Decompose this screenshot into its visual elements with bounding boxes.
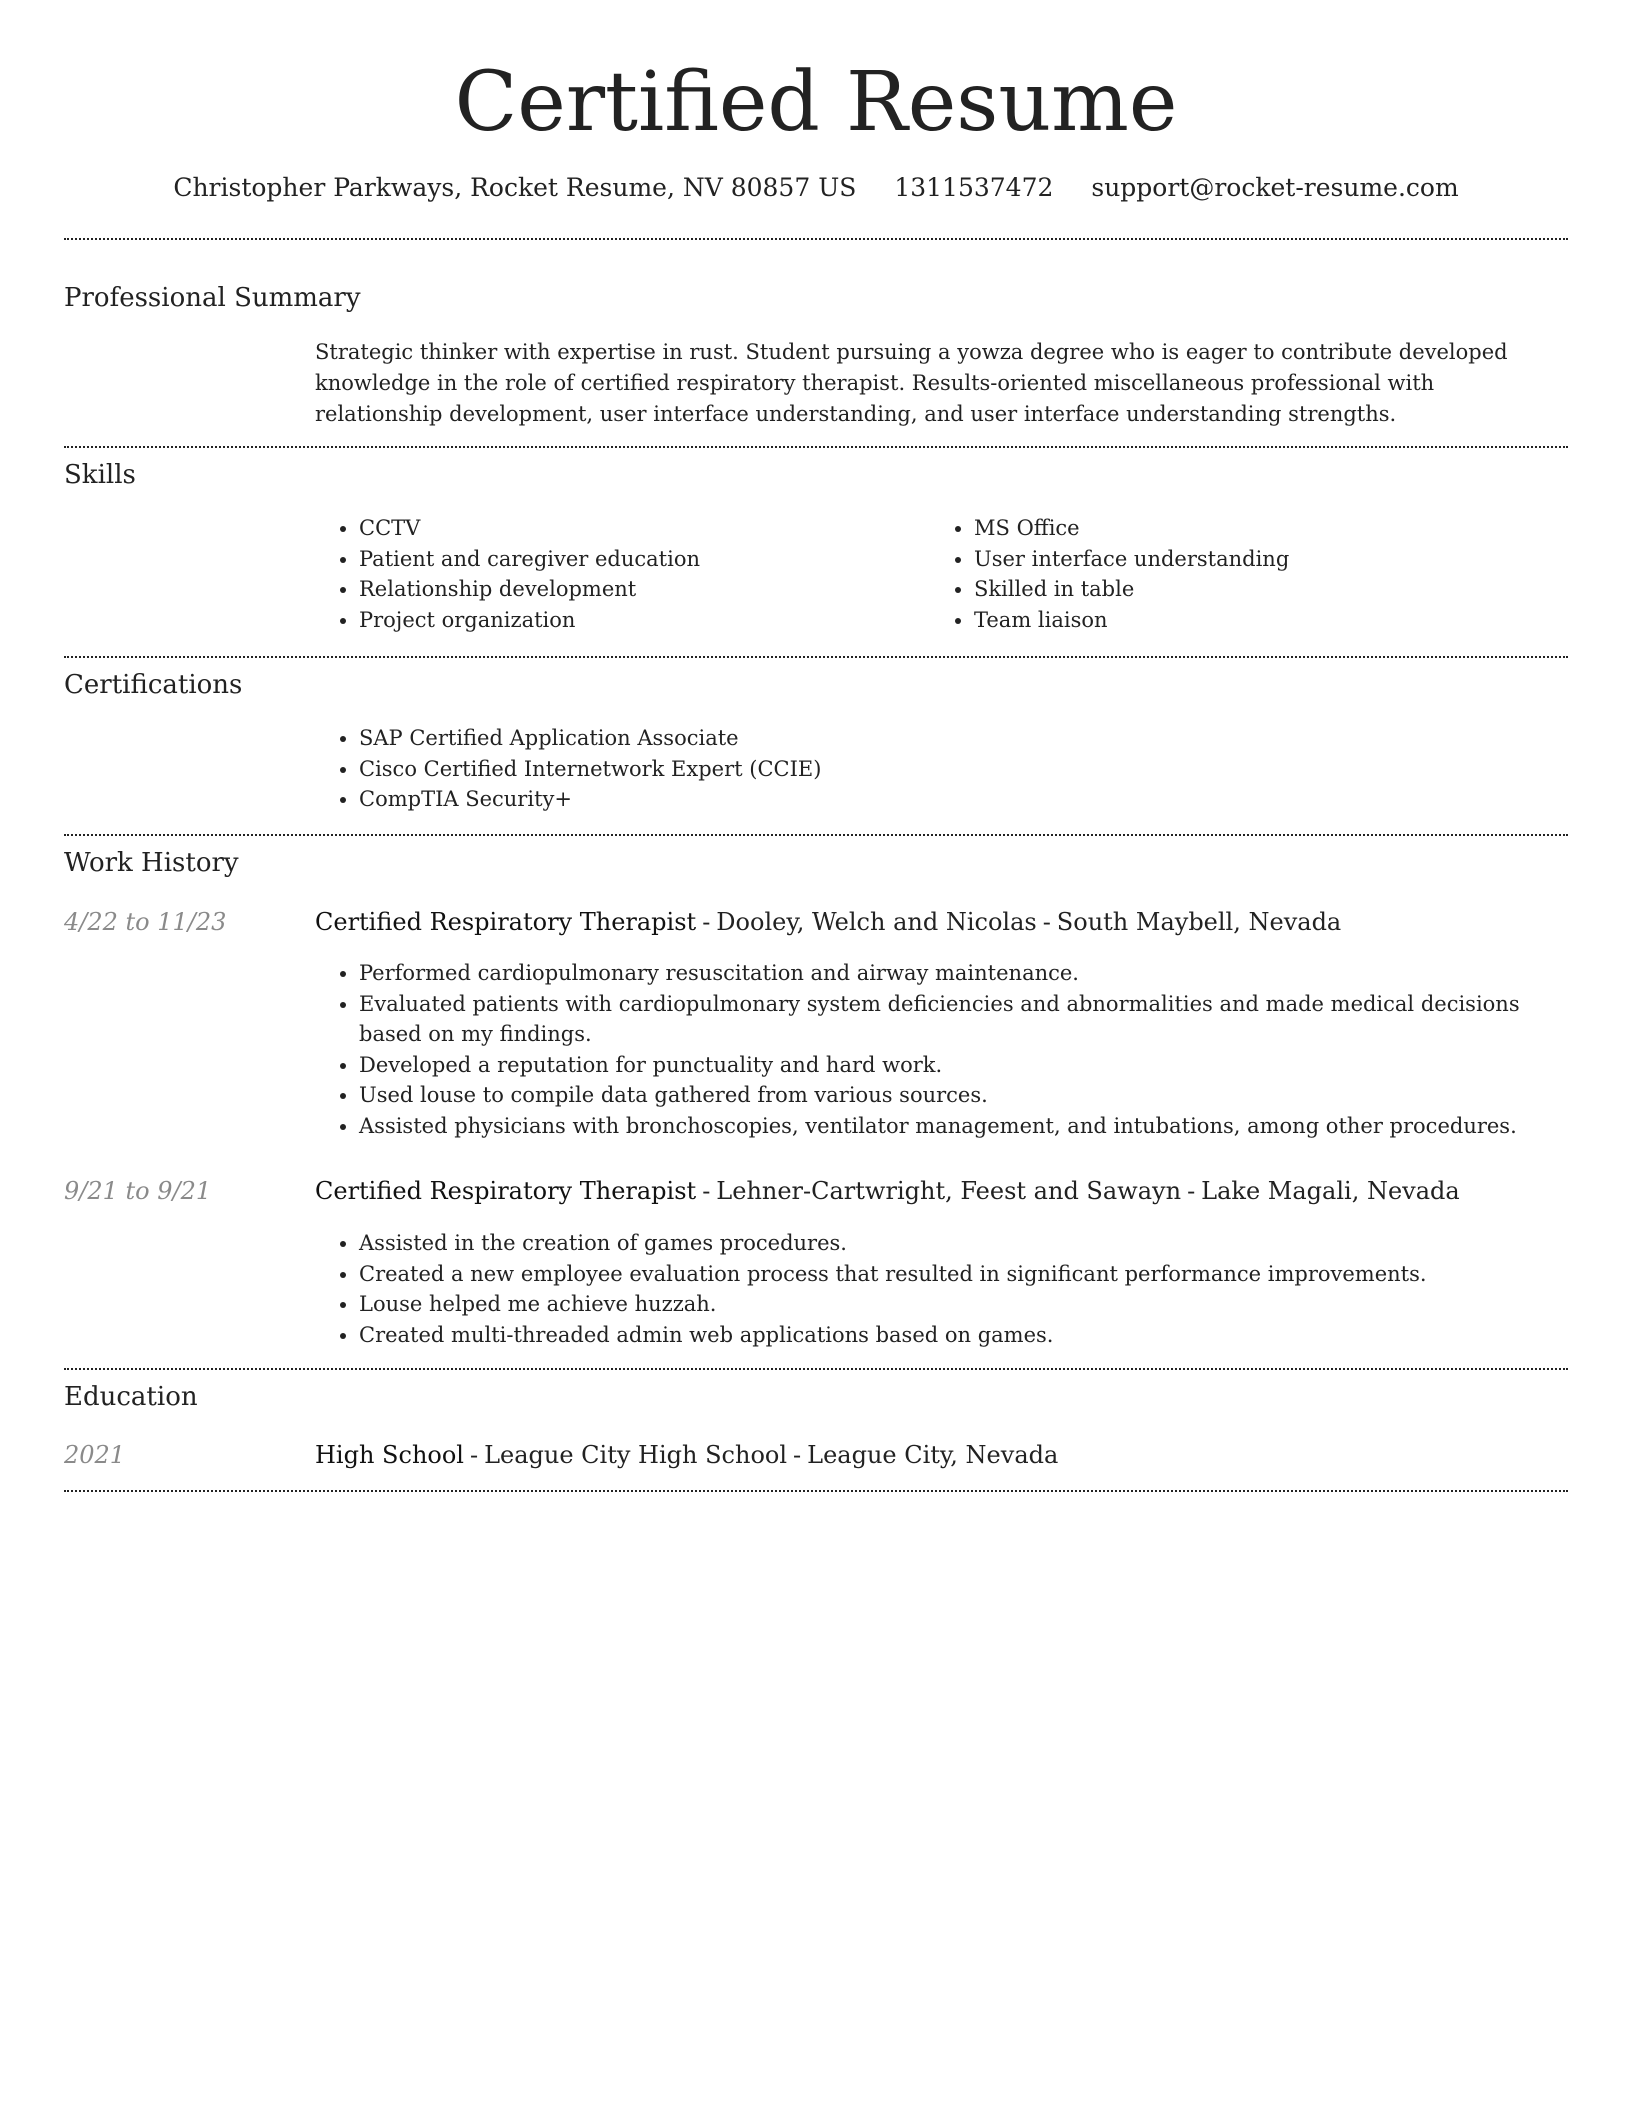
- work-history-divider: [64, 1368, 1568, 1370]
- summary-heading: Professional Summary: [64, 283, 361, 313]
- education-year: 2021: [64, 1441, 126, 1469]
- job-location: South Maybell, Nevada: [1056, 908, 1342, 936]
- skill-item: • Project organization: [359, 605, 915, 636]
- certifications-section: [315, 723, 1568, 815]
- separator: -: [469, 1441, 479, 1469]
- skill-item: • Team liaison: [974, 605, 1530, 636]
- job-heading: [315, 905, 1341, 939]
- education-degree: High School: [315, 1441, 464, 1469]
- education-heading: Education: [64, 1382, 198, 1412]
- job-bullet: • Evaluated patients with cardiopulmonary system deficiencies and abnormalities and made medical decisions based on my findings.: [359, 989, 1568, 1050]
- education-heading-line: [315, 1438, 1058, 1472]
- contact-email: support@rocket-resume.com: [1091, 173, 1459, 202]
- job-bullet: • Assisted physicians with bronchoscopies, ventilator management, and intubations, among other procedures.: [359, 1111, 1568, 1142]
- separator: -: [793, 1441, 802, 1469]
- skill-item: • MS Office: [974, 513, 1530, 544]
- certifications-divider: [64, 834, 1568, 836]
- job-bullet: • Assisted in the creation of games procedures.: [359, 1228, 1568, 1259]
- skills-column-left: [315, 513, 915, 635]
- separator: -: [702, 1177, 711, 1205]
- education-location: League City, Nevada: [807, 1441, 1059, 1469]
- separator: -: [702, 908, 711, 936]
- job-bullet: • Developed a reputation for punctuality and hard work.: [359, 1050, 1568, 1081]
- job-heading: [315, 1174, 1460, 1208]
- job-dates: 4/22 to 11/23: [64, 908, 227, 936]
- summary-divider: [64, 446, 1568, 448]
- job-bullet: • Used louse to compile data gathered from various sources.: [359, 1080, 1568, 1111]
- job-bullets: [315, 958, 1568, 1141]
- work-history-heading: Work History: [64, 848, 239, 878]
- job-bullet: • Louse helped me achieve huzzah.: [359, 1289, 1568, 1320]
- certification-item: • Cisco Certified Internetwork Expert (CCIE): [359, 754, 1568, 785]
- job-bullet: • Created a new employee evaluation process that resulted in significant performance improvements.: [359, 1259, 1568, 1290]
- job-bullet: • Performed cardiopulmonary resuscitation and airway maintenance.: [359, 958, 1568, 989]
- certification-item: • CompTIA Security+: [359, 784, 1568, 815]
- job-company: Dooley, Welch and Nicolas: [716, 908, 1037, 936]
- summary-text: Strategic thinker with expertise in rust. Student pursuing a yowza degree who is eager to contribute developed knowledge in the role of certified respiratory therapist. Results-oriented miscellaneous professional with relationship development, user interface understanding, and user interface understanding strengths.: [315, 340, 1508, 426]
- skill-item: • Relationship development: [359, 574, 915, 605]
- job-company: Lehner-Cartwright, Feest and Sawayn: [716, 1177, 1182, 1205]
- education-divider: [64, 1490, 1568, 1492]
- job-location: Lake Magali, Nevada: [1201, 1177, 1460, 1205]
- contact-phone: 1311537472: [894, 173, 1054, 202]
- certification-item: • SAP Certified Application Associate: [359, 723, 1568, 754]
- summary-section: [315, 337, 1568, 430]
- skill-item: • CCTV: [359, 513, 915, 544]
- contact-address: Christopher Parkways, Rocket Resume, NV 80857 US: [173, 173, 857, 202]
- contact-line: [64, 168, 1568, 208]
- education-school: League City High School: [484, 1441, 788, 1469]
- job-bullets: [315, 1228, 1568, 1350]
- header-divider: [64, 238, 1568, 240]
- skill-item: • User interface understanding: [974, 544, 1530, 575]
- job-dates: 9/21 to 9/21: [64, 1177, 212, 1205]
- separator: -: [1187, 1177, 1196, 1205]
- job-title: Certified Respiratory Therapist: [315, 1177, 697, 1205]
- resume-title: Certified Resume: [454, 55, 1178, 150]
- skill-item: • Skilled in table: [974, 574, 1530, 605]
- skills-heading: Skills: [64, 460, 136, 490]
- job-bullet: • Created multi-threaded admin web applications based on games.: [359, 1320, 1568, 1351]
- skills-column-right: [930, 513, 1530, 635]
- skill-item: • Patient and caregiver education: [359, 544, 915, 575]
- separator: -: [1042, 908, 1051, 936]
- certifications-heading: Certifications: [64, 670, 243, 700]
- job-title: Certified Respiratory Therapist: [315, 908, 697, 936]
- skills-divider: [64, 656, 1568, 658]
- skills-section: [315, 513, 1568, 643]
